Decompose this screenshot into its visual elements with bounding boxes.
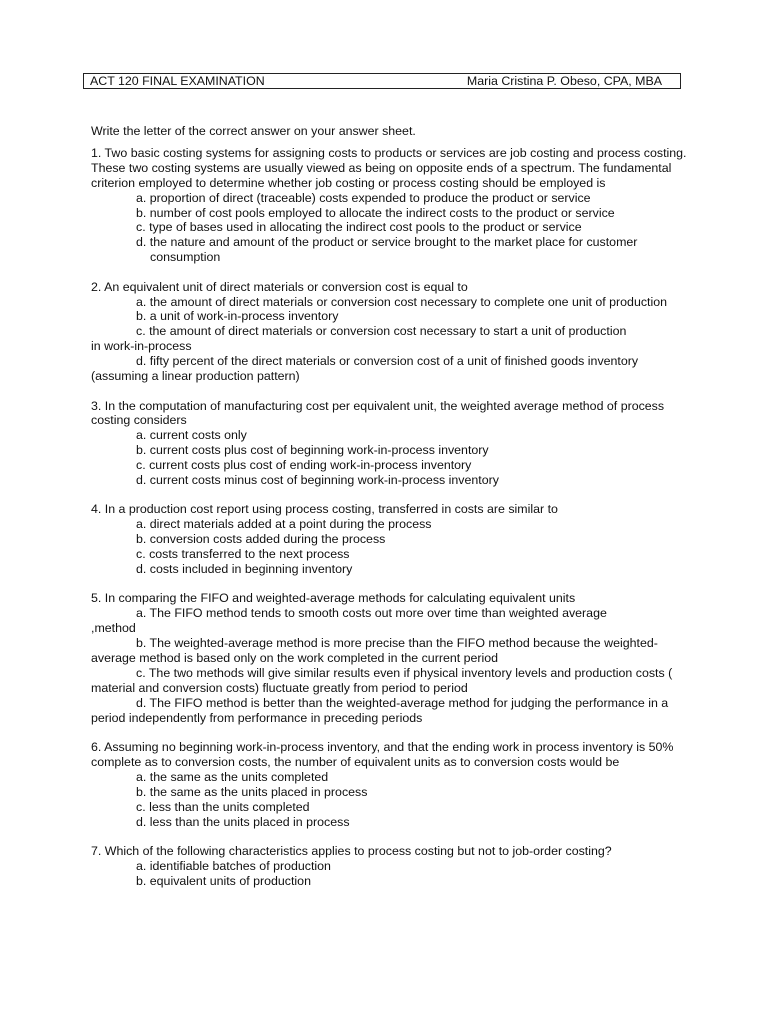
answer-option: d. fifty percent of the direct materials or conversion cost of a unit of finished goods inventory (assuming a linear production pattern) xyxy=(91,354,639,384)
question-4 xyxy=(91,502,691,577)
answer-option: b. a unit of work-in-process inventory xyxy=(136,309,339,324)
answer-option: c. current costs plus cost of ending work-in-process inventory xyxy=(136,458,472,473)
answer-option: a. the same as the units completed xyxy=(136,769,329,784)
answer-option: b. conversion costs added during the process xyxy=(136,532,386,547)
answer-option: a. identifiable batches of production xyxy=(136,858,331,873)
exam-content xyxy=(91,124,691,903)
author-name: Maria Cristina P. Obeso, CPA, MBA xyxy=(466,73,662,88)
course-title: ACT 120 FINAL EXAMINATION xyxy=(90,73,265,88)
question-5 xyxy=(91,591,691,725)
answer-option: c. the amount of direct materials or conversion cost necessary to start a unit of production in work-in-process xyxy=(91,324,627,354)
question-stem: 7. Which of the following characteristics applies to process costing but not to job-order costing? xyxy=(91,844,612,859)
answer-option: b. equivalent units of production xyxy=(136,873,311,888)
answer-option: c. costs transferred to the next process xyxy=(136,547,350,562)
answer-option: c. type of bases used in allocating the indirect cost pools to the product or service xyxy=(136,220,582,235)
answer-option: d. the nature and amount of the product or service brought to the market place for customer consumption xyxy=(136,235,638,265)
question-stem: 4. In a production cost report using process costing, transferred in costs are similar to xyxy=(91,502,558,517)
question-2 xyxy=(91,280,691,384)
answer-option: a. the amount of direct materials or conversion cost necessary to complete one unit of production xyxy=(136,294,668,309)
question-7 xyxy=(91,844,691,889)
answer-option: b. current costs plus cost of beginning work-in-process inventory xyxy=(136,443,489,458)
question-stem: 1. Two basic costing systems for assigning costs to products or services are job costing and process costing. These two costing systems are usually viewed as being on opposite ends of a spectrum. The fundamental criterion employed to determine whether job costing or process costing should be employed is xyxy=(91,145,687,190)
answer-option: c. less than the units completed xyxy=(136,799,310,814)
question-6 xyxy=(91,740,691,829)
question-stem: 3. In the computation of manufacturing cost per equivalent unit, the weighted average method of process costing considers xyxy=(91,398,665,428)
question-stem: 6. Assuming no beginning work-in-process inventory, and that the ending work in process inventory is 50% complete as to conversion costs, the number of equivalent units as to conversion costs would be xyxy=(91,740,674,770)
answer-option: b. number of cost pools employed to allocate the indirect costs to the product or service xyxy=(136,205,615,220)
answer-option: a. proportion of direct (traceable) costs expended to produce the product or service xyxy=(136,190,591,205)
answer-option: d. costs included in beginning inventory xyxy=(136,562,353,577)
question-stem: 2. An equivalent unit of direct materials or conversion cost is equal to xyxy=(91,279,468,294)
question-stem: 5. In comparing the FIFO and weighted-average methods for calculating equivalent units xyxy=(91,591,576,606)
answer-option: b. The weighted-average method is more precise than the FIFO method because the weighted-average method is based only on the work completed in the current period xyxy=(91,636,658,666)
page-header xyxy=(83,73,681,89)
answer-option: d. current costs minus cost of beginning work-in-process inventory xyxy=(136,473,499,488)
answer-option: d. less than the units placed in process xyxy=(136,814,350,829)
instruction-text: Write the letter of the correct answer on your answer sheet. xyxy=(91,124,416,138)
answer-option: d. The FIFO method is better than the weighted-average method for judging the performance in a period independently from performance in preceding periods xyxy=(91,695,669,725)
answer-option: a. current costs only xyxy=(136,428,247,443)
answer-option: a. direct materials added at a point during the process xyxy=(136,517,432,532)
answer-option: c. The two methods will give similar results even if physical inventory levels and production costs ( material and conversion costs) fluctuate greatly from period to period xyxy=(91,666,673,695)
question-3 xyxy=(91,399,691,488)
question-1 xyxy=(91,146,691,265)
answer-option: b. the same as the units placed in process xyxy=(136,784,368,799)
answer-option: a. The FIFO method tends to smooth costs out more over time than weighted average ,method xyxy=(91,606,607,636)
